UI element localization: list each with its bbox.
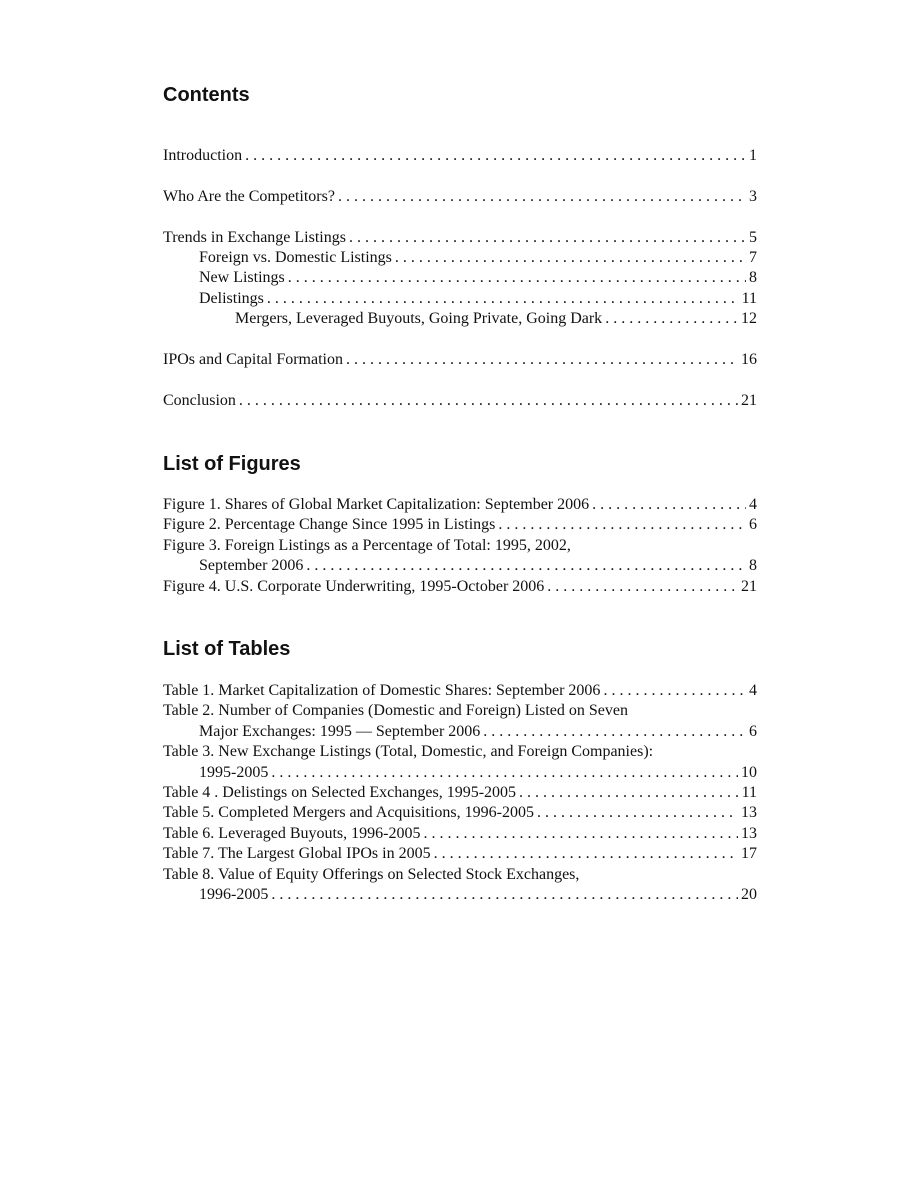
toc-entry-foreign-vs-domestic[interactable]: Foreign vs. Domestic Listings . . . 7 xyxy=(163,248,757,268)
dot-leader xyxy=(483,722,746,742)
table-entry-2[interactable]: Table 2. Number of Companies (Domestic and Foreign) Listed on Seven Major Exchanges: 1995 — September 2006 . . . 6 xyxy=(163,701,757,742)
table-entry-7[interactable]: Table 7. The Largest Global IPOs in 2005 . . . 17 xyxy=(163,844,757,864)
figures-list xyxy=(163,495,757,597)
dot-leader xyxy=(306,556,746,576)
figure-entry-2[interactable]: Figure 2. Percentage Change Since 1995 in Listings . . . 6 xyxy=(163,515,757,535)
toc-entry-delistings[interactable]: Delistings . . . 11 xyxy=(163,289,757,309)
contents-list xyxy=(163,146,757,411)
table-entry-3[interactable]: Table 3. New Exchange Listings (Total, Domestic, and Foreign Companies): 1995-2005 . . . 10 xyxy=(163,742,757,783)
toc-entry-conclusion[interactable]: Conclusion . . . 21 xyxy=(163,391,757,411)
toc-entry-competitors[interactable]: Who Are the Competitors? . . . 3 xyxy=(163,187,757,207)
toc-entry-new-listings[interactable]: New Listings . . . 8 xyxy=(163,268,757,288)
dot-leader xyxy=(267,289,739,309)
figure-entry-4[interactable]: Figure 4. U.S. Corporate Underwriting, 1995-October 2006 . . . 21 xyxy=(163,577,757,597)
table-entry-5[interactable]: Table 5. Completed Mergers and Acquisitions, 1996-2005 . . . 13 xyxy=(163,803,757,823)
dot-leader xyxy=(346,350,738,370)
dot-leader xyxy=(547,577,738,597)
dot-leader xyxy=(519,783,739,803)
dot-leader xyxy=(338,187,746,207)
dot-leader xyxy=(603,681,746,701)
dot-leader xyxy=(245,146,746,166)
table-entry-4[interactable]: Table 4 . Delistings on Selected Exchanges, 1995-2005 . . . 11 xyxy=(163,783,757,803)
tables-list xyxy=(163,681,757,905)
tables-heading: List of Tables xyxy=(163,638,291,660)
dot-leader xyxy=(498,515,746,535)
dot-leader xyxy=(288,268,746,288)
figure-entry-1[interactable]: Figure 1. Shares of Global Market Capitalization: September 2006 . . . 4 xyxy=(163,495,757,515)
toc-entry-ipos[interactable]: IPOs and Capital Formation . . . 16 xyxy=(163,350,757,370)
dot-leader xyxy=(239,391,738,411)
toc-entry-mergers[interactable]: Mergers, Leveraged Buyouts, Going Private, Going Dark . . . 12 xyxy=(163,309,757,329)
dot-leader xyxy=(271,763,738,783)
toc-entry-introduction[interactable]: Introduction . . . 1 xyxy=(163,146,757,166)
dot-leader xyxy=(395,248,746,268)
dot-leader xyxy=(271,885,738,905)
dot-leader xyxy=(434,844,738,864)
table-entry-1[interactable]: Table 1. Market Capitalization of Domestic Shares: September 2006 . . . 4 xyxy=(163,681,757,701)
toc-entry-trends[interactable]: Trends in Exchange Listings . . . 5 xyxy=(163,228,757,248)
dot-leader xyxy=(537,803,738,823)
table-entry-6[interactable]: Table 6. Leveraged Buyouts, 1996-2005 . . . 13 xyxy=(163,824,757,844)
dot-leader xyxy=(592,495,746,515)
dot-leader xyxy=(605,309,738,329)
table-entry-8[interactable]: Table 8. Value of Equity Offerings on Selected Stock Exchanges, 1996-2005 . . . 20 xyxy=(163,865,757,906)
dot-leader xyxy=(423,824,738,844)
figure-entry-3[interactable]: Figure 3. Foreign Listings as a Percentage of Total: 1995, 2002, September 2006 . . . 8 xyxy=(163,536,757,577)
dot-leader xyxy=(349,228,746,248)
contents-heading: Contents xyxy=(163,84,250,106)
figures-heading: List of Figures xyxy=(163,453,301,475)
